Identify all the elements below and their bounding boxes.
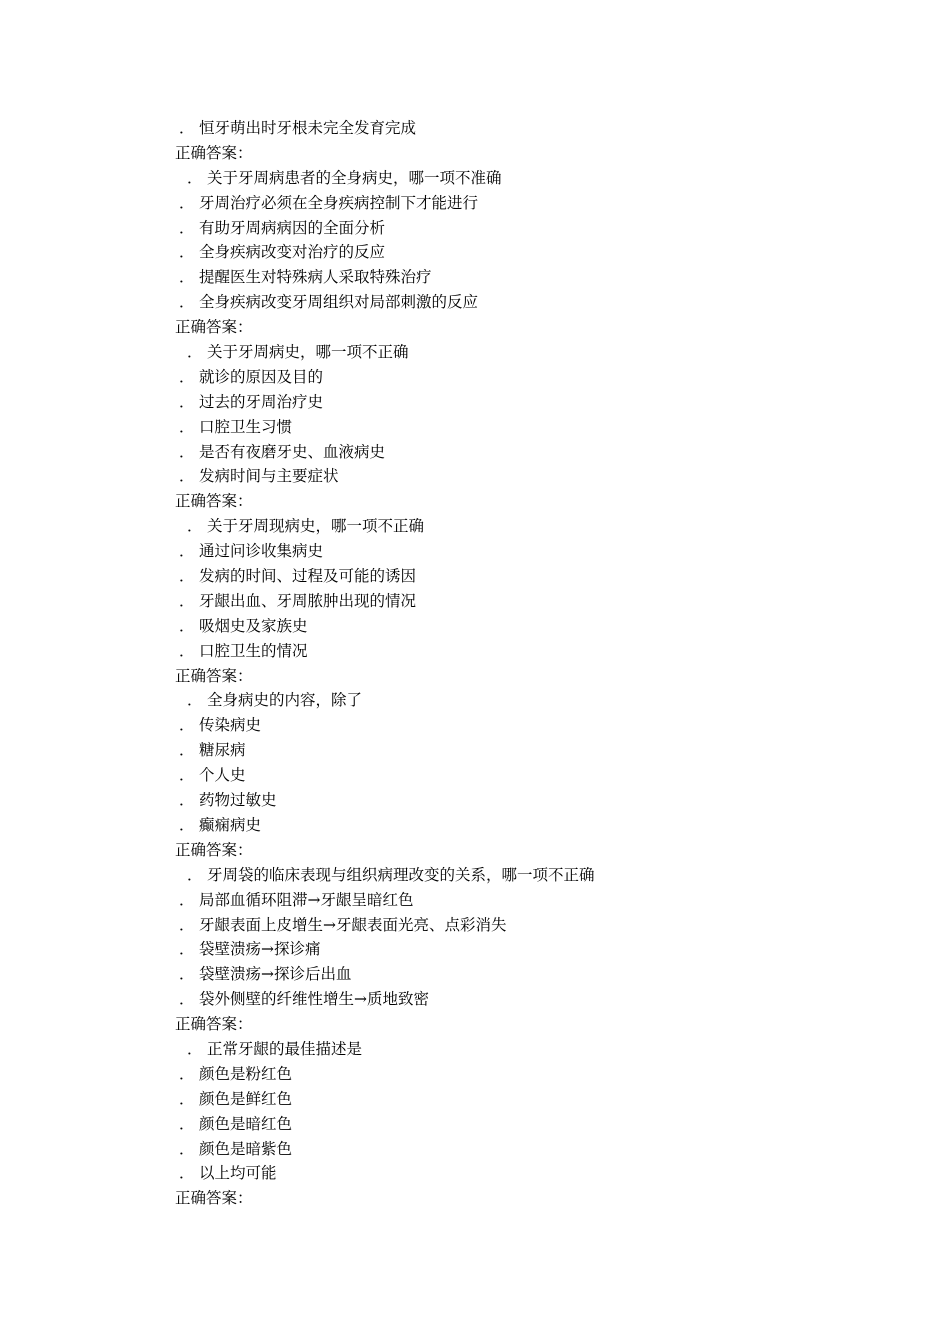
- option-item: ． 发病时间与主要症状: [179, 467, 339, 486]
- option-item: ． 个人史: [179, 766, 246, 785]
- question-stem: ． 全身病史的内容，除了: [187, 691, 363, 710]
- answer-label: 正确答案：: [175, 840, 253, 859]
- option-item: ． 袋壁溃疡→探诊后出血: [179, 965, 352, 984]
- option-item: ． 全身疾病改变牙周组织对局部刺激的反应: [179, 293, 479, 312]
- answer-label: 正确答案：: [175, 318, 253, 337]
- question-stem: ． 关于牙周病史，哪一项不正确: [187, 343, 409, 362]
- question-list: [175, 116, 875, 1211]
- option-item: ． 颜色是暗红色: [179, 1114, 293, 1133]
- option-item: ． 袋壁溃疡→探诊痛: [179, 940, 321, 959]
- option-item: ． 牙龈表面上皮增生→牙龈表面光亮、点彩消失: [179, 915, 507, 934]
- option-item: ． 以上均可能: [179, 1164, 277, 1183]
- option-item: ． 颜色是鲜红色: [179, 1089, 293, 1108]
- option-item: ． 恒牙萌出时牙根未完全发育完成: [179, 119, 417, 137]
- option-item: ． 癫痫病史: [179, 815, 262, 834]
- answer-label: 正确答案：: [175, 1015, 253, 1034]
- option-item: ． 颜色是暗紫色: [179, 1139, 293, 1158]
- option-item: ． 过去的牙周治疗史: [179, 392, 324, 411]
- answer-label: 正确答案：: [175, 492, 253, 511]
- option-item: ． 牙周治疗必须在全身疾病控制下才能进行: [179, 193, 479, 212]
- option-item: ． 通过问诊收集病史: [179, 542, 324, 561]
- option-item: ． 局部血循环阻滞→牙龈呈暗红色: [179, 890, 414, 909]
- option-item: ． 袋外侧壁的纤维性增生→质地致密: [179, 990, 429, 1009]
- option-item: ． 药物过敏史: [179, 791, 277, 810]
- option-item: ． 牙龈出血、牙周脓肿出现的情况: [179, 591, 417, 610]
- option-item: ． 提醒医生对特殊病人采取特殊治疗: [179, 268, 432, 287]
- option-item: ． 就诊的原因及目的: [179, 367, 324, 386]
- question-stem: ． 关于牙周现病史，哪一项不正确: [187, 517, 425, 536]
- option-item: ． 发病的时间、过程及可能的诱因: [179, 567, 417, 586]
- question-stem: ． 牙周袋的临床表现与组织病理改变的关系，哪一项不正确: [187, 865, 595, 884]
- option-item: ． 是否有夜磨牙史、血液病史: [179, 442, 386, 461]
- question-stem: ． 关于牙周病患者的全身病史，哪一项不准确: [187, 168, 502, 187]
- option-item: ． 糖尿病: [179, 741, 246, 760]
- option-item: ． 全身疾病改变对治疗的反应: [179, 243, 386, 262]
- question-stem: ． 正常牙龈的最佳描述是: [187, 1039, 363, 1058]
- option-item: ． 口腔卫生习惯: [179, 417, 293, 436]
- answer-label: 正确答案：: [175, 666, 253, 685]
- option-item: ． 吸烟史及家族史: [179, 616, 308, 635]
- option-item: ． 颜色是粉红色: [179, 1064, 293, 1083]
- option-item: ． 口腔卫生的情况: [179, 641, 308, 660]
- answer-label: 正确答案：: [175, 143, 253, 162]
- option-item: ． 有助牙周病病因的全面分析: [179, 218, 386, 237]
- option-item: ． 传染病史: [179, 716, 262, 735]
- answer-label: 正确答案：: [175, 1189, 253, 1208]
